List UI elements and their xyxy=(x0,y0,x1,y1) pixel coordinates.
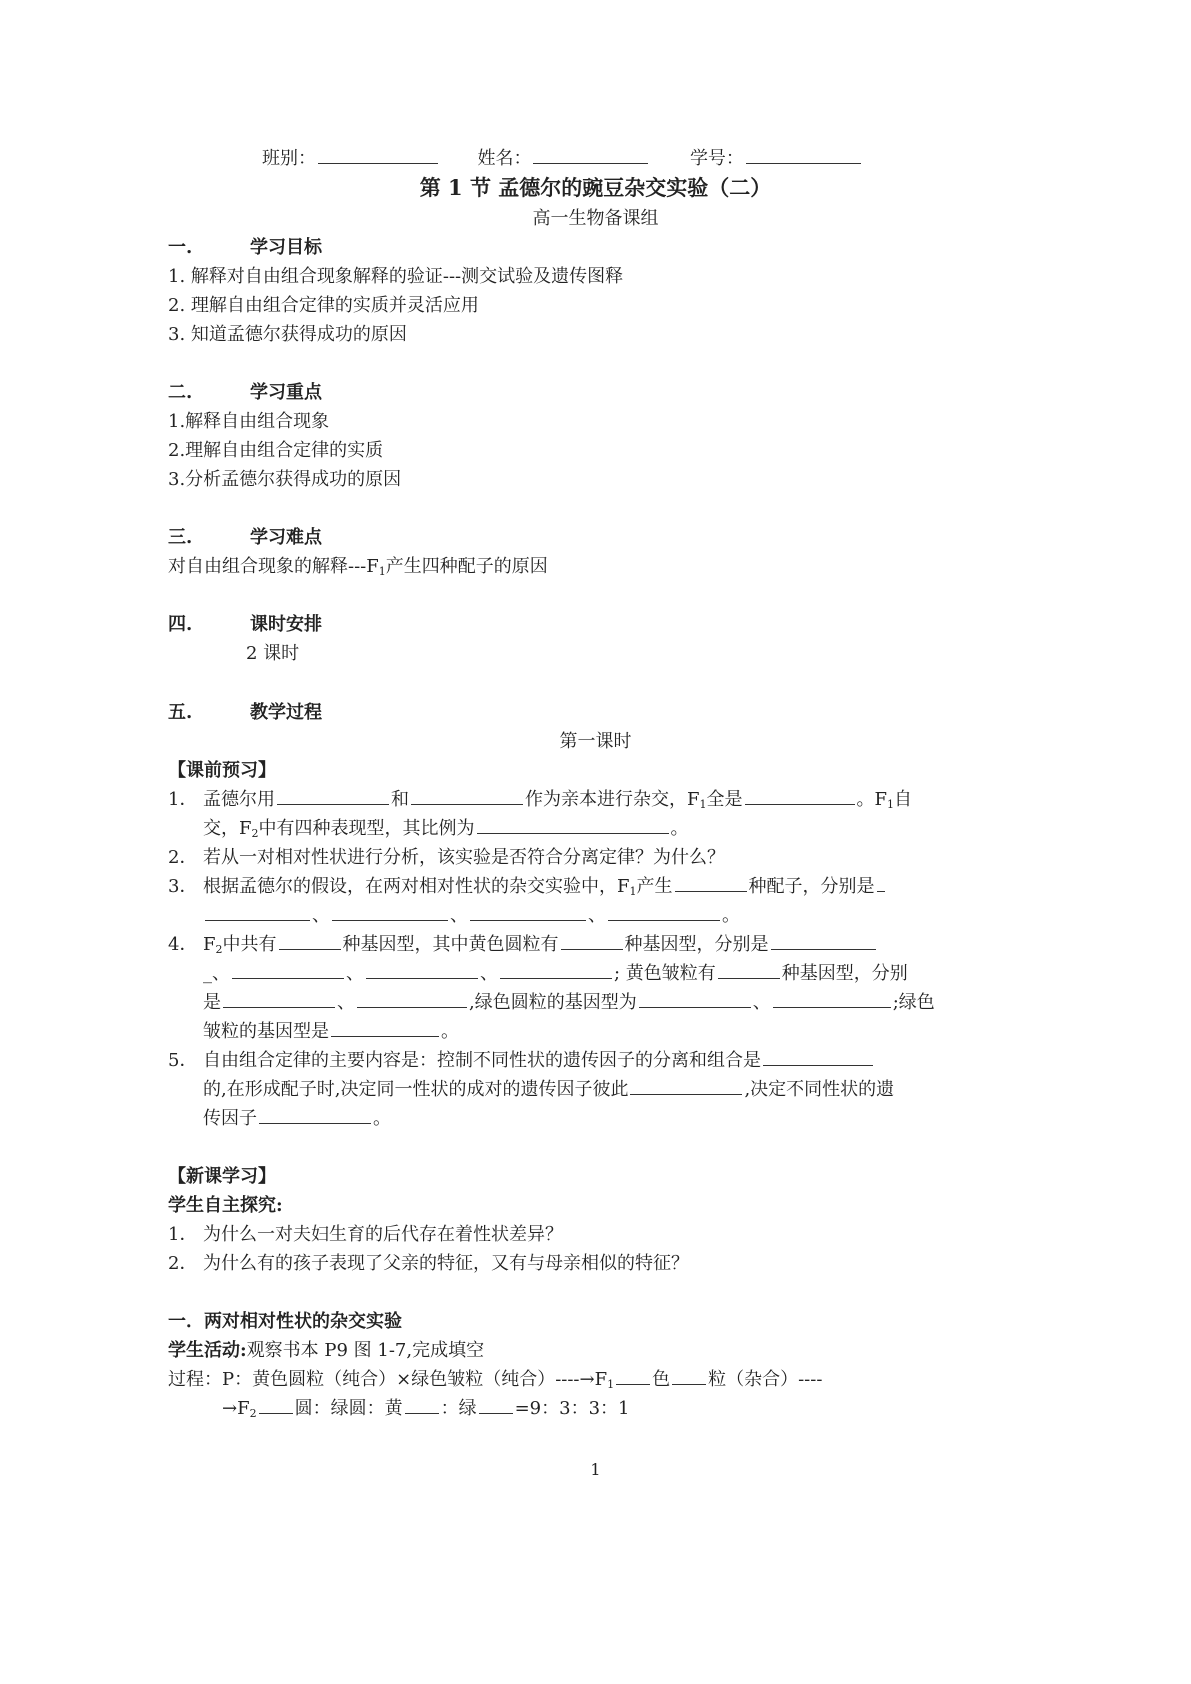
fill-blank[interactable] xyxy=(470,904,586,921)
fill-blank[interactable] xyxy=(477,817,669,834)
section-3-number: 三. xyxy=(168,527,193,548)
section-2-title: 学习重点 xyxy=(250,382,322,403)
fill-blank[interactable] xyxy=(608,904,720,921)
fill-blank[interactable] xyxy=(771,933,876,950)
section-1-number: 一. xyxy=(168,237,193,258)
section-4-title: 课时安排 xyxy=(250,614,322,635)
id-label: 学号： xyxy=(689,148,744,169)
list-item: 1． 为什么一对夫妇生育的后代存在着性状差异？ xyxy=(168,1224,563,1245)
class-label: 班别： xyxy=(262,148,316,169)
fill-blank[interactable] xyxy=(277,788,389,805)
fill-blank[interactable] xyxy=(877,875,885,892)
section-5-title: 教学过程 xyxy=(250,702,322,723)
list-item: 2. 理解自由组合定律的实质并灵活应用 xyxy=(168,295,479,316)
id-blank[interactable] xyxy=(746,147,861,164)
question-1-line-2: 交，$F_2$中有四种表现型，其比例为 。 xyxy=(203,818,689,840)
list-item: 3. 知道孟德尔获得成功的原因 xyxy=(168,324,407,345)
question-4-line-2: _、 、 、 ; 黄色皱粒有 种基因型，分别 xyxy=(203,963,908,984)
section-1-title: 学习目标 xyxy=(250,237,322,258)
list-item: 2． 为什么有的孩子表现了父亲的特征，又有与母亲相似的特征？ xyxy=(168,1253,689,1274)
fill-blank[interactable] xyxy=(332,904,448,921)
fill-blank[interactable] xyxy=(405,1397,439,1414)
section-5-number: 五. xyxy=(168,702,193,723)
question-5-line-2: 的,在形成配子时,决定同一性状的成对的遗传因子彼此 ,决定不同性状的遗 xyxy=(203,1079,895,1100)
student-info-line xyxy=(262,147,863,171)
fill-blank[interactable] xyxy=(366,962,478,979)
fill-blank[interactable] xyxy=(675,875,747,892)
question-4-line-1: 4． $F_2$中共有 种基因型，其中黄色圆粒有 种基因型，分别是 xyxy=(168,933,878,957)
class-blank[interactable] xyxy=(318,147,438,164)
fill-blank[interactable] xyxy=(672,1368,706,1385)
question-2: 2． 若从一对相对性状进行分析，该实验是否符合分离定律？为什么？ xyxy=(168,847,725,868)
explore-label: 学生自主探究: xyxy=(168,1195,283,1216)
fill-blank[interactable] xyxy=(479,1397,513,1414)
name-blank[interactable] xyxy=(533,147,648,164)
process-line-1: 过程：P：黄色圆粒（纯合）×绿色皱粒（纯合）$----\to F_1$ 色 粒（杂合）---- xyxy=(168,1369,823,1391)
fill-blank[interactable] xyxy=(411,788,523,805)
fill-blank[interactable] xyxy=(561,933,623,950)
fill-blank[interactable] xyxy=(639,991,751,1008)
page-title: 第 1 节 孟德尔的豌豆杂交实验（二） xyxy=(419,175,772,200)
question-5-line-3: 传因子 。 xyxy=(203,1108,391,1129)
section-2-heading xyxy=(168,381,322,405)
fill-blank[interactable] xyxy=(331,1020,439,1037)
page-number: 1 xyxy=(590,1460,601,1479)
fill-blank[interactable] xyxy=(500,962,612,979)
section-2-number: 二. xyxy=(168,382,193,403)
list-item: 1.解释自由组合现象 xyxy=(168,411,330,432)
activity-line: 学生活动:观察书本 P9 图 1-7,完成填空 xyxy=(168,1340,485,1361)
fill-blank[interactable] xyxy=(279,933,341,950)
fill-blank[interactable] xyxy=(763,1049,873,1066)
list-item: 3.分析孟德尔获得成功的原因 xyxy=(168,469,402,490)
section-1-heading xyxy=(168,236,322,260)
new-study-heading: 【新课学习】 xyxy=(168,1166,276,1187)
fill-blank[interactable] xyxy=(205,904,310,921)
fill-blank[interactable] xyxy=(259,1107,371,1124)
question-5-line-1: 5． 自由组合定律的主要内容是：控制不同性状的遗传因子的分离和组合是 xyxy=(168,1049,875,1073)
question-4-line-4: 皱粒的基因型是 。 xyxy=(203,1021,459,1042)
list-item: 2.理解自由组合定律的实质 xyxy=(168,440,384,461)
class-hours: 2 课时 xyxy=(246,643,300,664)
section-4-heading xyxy=(168,613,322,637)
question-4-line-3: 是 、 ,绿色圆粒的基因型为 、 ;绿色 xyxy=(203,992,935,1013)
section-3-heading xyxy=(168,526,322,550)
fill-blank[interactable] xyxy=(223,991,335,1008)
process-line-2: $\to F_2$ 圆：绿圆：黄 ：绿 =9：3：3：1 xyxy=(222,1398,630,1420)
question-3-line-2: 、 、 、 。 xyxy=(203,904,740,928)
fill-blank[interactable] xyxy=(357,991,467,1008)
fill-blank[interactable] xyxy=(718,962,780,979)
difficulty-text: 对自由组合现象的解释$---F_1$产生四种配子的原因 xyxy=(168,556,548,578)
question-3-line-1: 3． 根据孟德尔的假设，在两对相对性状的杂交实验中，$F_1$产生 种配子，分别是 xyxy=(168,875,887,899)
fill-blank[interactable] xyxy=(232,962,344,979)
section-4-number: 四. xyxy=(168,614,193,635)
section-5-heading xyxy=(168,701,322,725)
list-item: 1. 解释对自由组合现象解释的验证---测交试验及遗传图释 xyxy=(168,266,624,287)
question-1-line-1: 1． 孟德尔用 和 作为亲本进行杂交，$F_1$全是 。$F_1$自 xyxy=(168,789,912,811)
section-3-title: 学习难点 xyxy=(250,527,322,548)
name-label: 姓名： xyxy=(477,148,532,169)
fill-blank[interactable] xyxy=(259,1397,293,1414)
fill-blank[interactable] xyxy=(616,1368,650,1385)
preview-heading: 【课前预习】 xyxy=(168,760,276,781)
fill-blank[interactable] xyxy=(745,788,855,805)
section-one-heading: 一．两对相对性状的杂交实验 xyxy=(168,1311,402,1332)
fill-blank[interactable] xyxy=(630,1078,742,1095)
lesson-label: 第一课时 xyxy=(559,731,632,752)
page-subtitle: 高一生物备课组 xyxy=(532,208,659,229)
fill-blank[interactable] xyxy=(773,991,891,1008)
